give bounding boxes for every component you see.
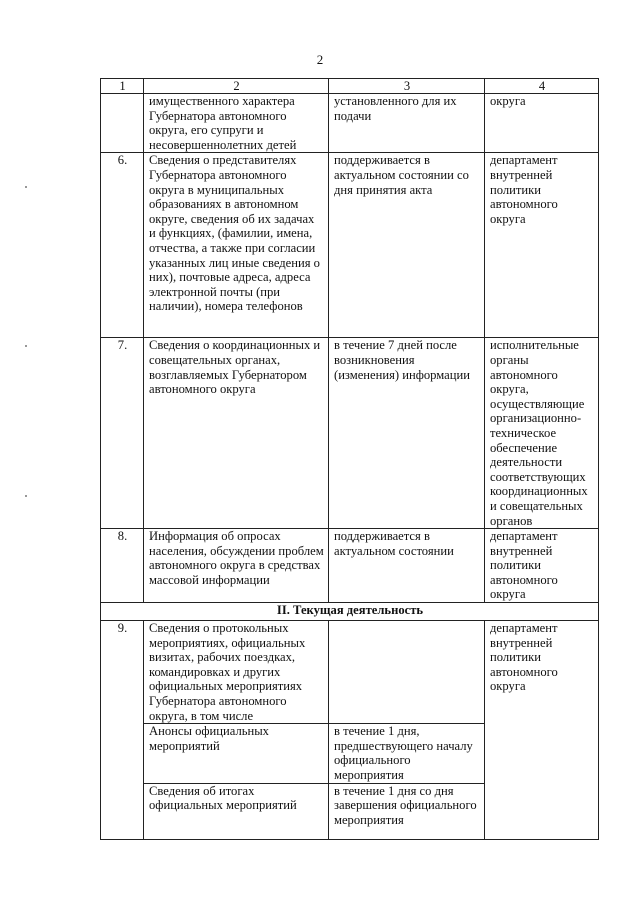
term-cell: в течение 1 дня со дня завершения официального мероприятия: [329, 783, 485, 839]
section-title: II. Текущая деятельность: [101, 603, 599, 621]
scan-speck: [25, 186, 27, 188]
row-number: [101, 94, 144, 153]
term-cell: [329, 621, 485, 724]
table-row: [101, 529, 599, 603]
table-row: [101, 621, 599, 724]
term-cell: поддерживается в актуальном состоянии: [329, 529, 485, 603]
scan-speck: [25, 495, 27, 497]
responsible-cell: департамент внутренней политики автономного округа: [485, 153, 599, 338]
info-cell: Сведения о координационных и совещательных органах, возглавляемых Губернатором автономного округа: [144, 338, 329, 529]
info-cell: имущественного характера Губернатора автономного округа, его супруги и несовершеннолетних детей: [144, 94, 329, 153]
responsible-cell: департамент внутренней политики автономного округа: [485, 529, 599, 603]
row-number: 6.: [101, 153, 144, 338]
info-cell: Сведения о протокольных мероприятиях, официальных визитах, рабочих поездках, командировках и других официальных мероприятиях Губернатора автономного округа, в том числе: [144, 621, 329, 724]
responsible-cell: исполнительные органы автономного округа, осуществляющие организационно-техническое обеспечение деятельности соответствующих координационных и совещательных органов: [485, 338, 599, 529]
info-cell: Сведения о представителях Губернатора автономного округа в муниципальных образованиях в автономном округе, сведения об их задачах и функциях, (фамилии, имена, отчества, а также при согласии указанных лиц иные сведения о них), почтовые адреса, адреса электронной почты (при наличии), номера телефонов: [144, 153, 329, 338]
info-cell: Сведения об итогах официальных мероприятий: [144, 783, 329, 839]
header-col-1: 1: [101, 79, 144, 94]
header-col-4: 4: [485, 79, 599, 94]
page-number: 2: [316, 52, 324, 67]
section-row: [101, 603, 599, 621]
responsible-cell: департамент внутренней политики автономного округа: [485, 621, 599, 840]
header-row: [101, 79, 599, 94]
info-cell: Анонсы официальных мероприятий: [144, 724, 329, 783]
row-number: 7.: [101, 338, 144, 529]
document-table: [100, 78, 599, 840]
responsible-cell: округа: [485, 94, 599, 153]
row-number: 8.: [101, 529, 144, 603]
header-col-2: 2: [144, 79, 329, 94]
table-row: [101, 153, 599, 338]
table-row: [101, 94, 599, 153]
term-cell: поддерживается в актуальном состоянии со дня принятия акта: [329, 153, 485, 338]
table-row: [101, 338, 599, 529]
term-cell: в течение 7 дней после возникновения (изменения) информации: [329, 338, 485, 529]
term-cell: в течение 1 дня, предшествующего началу официального мероприятия: [329, 724, 485, 783]
row-number: 9.: [101, 621, 144, 840]
header-col-3: 3: [329, 79, 485, 94]
scan-speck: [25, 345, 27, 347]
info-cell: Информация об опросах населения, обсуждении проблем автономного округа в средствах массовой информации: [144, 529, 329, 603]
term-cell: установленного для их подачи: [329, 94, 485, 153]
